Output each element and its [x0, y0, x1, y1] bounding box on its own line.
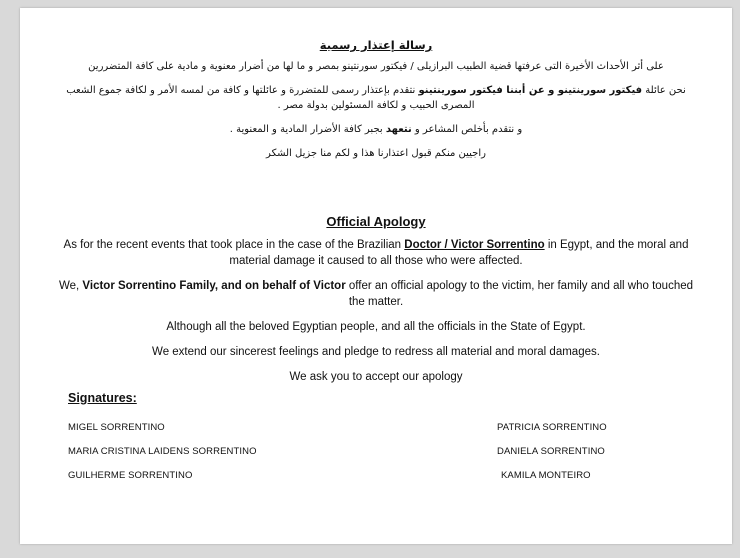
- arabic-paragraph-1: على أثر الأحداث الأخيرة التى عرفتها قضية الطبيب البرازيلى / فيكتور سورنتينو بمصر و ما لها من أضرار معنوية و مادية على كافة المتضررين: [88, 61, 664, 72]
- english-p1-start: As for the recent events that took place in the case of the Brazilian: [63, 239, 405, 251]
- signature-right-1: PATRICIA SORRENTINO: [497, 422, 607, 433]
- signature-right-3: KAMILA MONTEIRO: [501, 470, 591, 481]
- arabic-letter: [60, 38, 692, 170]
- arabic-p2-bold: فيكتور سورينتينو و عن أبننا فيكتور سورينتينو: [418, 85, 643, 96]
- arabic-p2-end: نتقدم بإعتذار رسمى للمتضررة و عائلتها و كافة من لمسه الأمر و لكافة جموع الشعب المصرى الحبيب و لكافة المسئولين بدولة مصر .: [66, 85, 475, 111]
- arabic-p3-bold: نتعهد: [385, 124, 412, 135]
- english-title: Official Apology: [326, 214, 426, 229]
- english-paragraph-2: [56, 278, 696, 310]
- signature-left-3: GUILHERME SORRENTINO: [68, 470, 193, 481]
- document-page: [20, 8, 732, 544]
- english-paragraph-5: We ask you to accept our apology: [289, 371, 463, 383]
- english-paragraph-4: We extend our sincerest feelings and pledge to redress all material and moral damages.: [152, 346, 600, 358]
- arabic-paragraph-4: راجيين منكم قبول اعتذارنا هذا و لكم منا جزيل الشكر: [266, 148, 486, 159]
- arabic-title: رسالة إعتذار رسمية: [319, 38, 433, 52]
- signatures-heading: Signatures:: [68, 391, 137, 405]
- english-p1-end: in Egypt, and the moral and material damage it caused to all those who were affected.: [229, 239, 689, 267]
- arabic-p3-end: بجبر كافة الأضرار المادية و المعنوية .: [229, 124, 383, 135]
- english-paragraph-1: [56, 237, 696, 269]
- english-p2-start: We,: [58, 280, 83, 292]
- english-p1-doctor: Doctor / Victor Sorrentino: [404, 239, 545, 251]
- arabic-p2-start: نحن عائلة: [645, 85, 686, 96]
- signature-left-2: MARIA CRISTINA LAIDENS SORRENTINO: [68, 446, 257, 457]
- english-p2-end: offer an official apology to the victim, her family and all who touched the matter.: [345, 280, 694, 308]
- signature-left-1: MIGEL SORRENTINO: [68, 422, 165, 433]
- signature-right-2: DANIELA SORRENTINO: [497, 446, 605, 457]
- english-p2-family: Victor Sorrentino Family, and on behalf of Victor: [82, 280, 346, 292]
- english-letter: [56, 214, 696, 394]
- arabic-paragraph-3: [60, 122, 692, 137]
- english-paragraph-3: Although all the beloved Egyptian people, and all the officials in the State of Egypt.: [166, 321, 586, 333]
- arabic-p3-start: و نتقدم بأخلص المشاعر و: [414, 124, 523, 135]
- arabic-paragraph-2: [60, 83, 692, 113]
